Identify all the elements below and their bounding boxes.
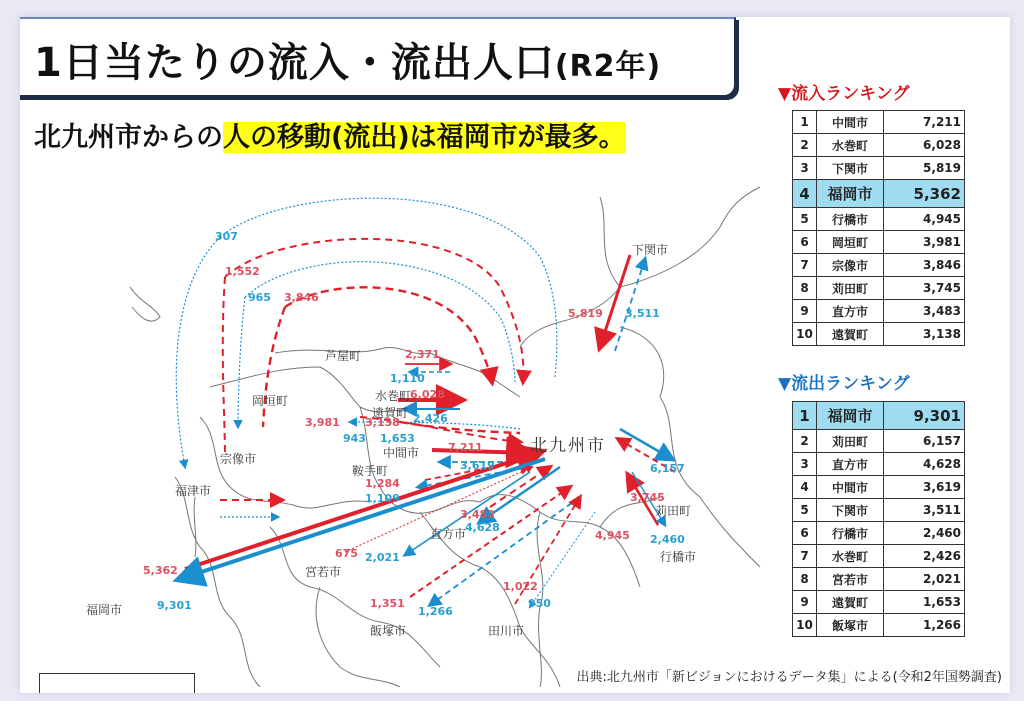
flow-out-shimonoseki: 3,511 bbox=[625, 307, 660, 320]
flow-out-307: 307 bbox=[215, 230, 238, 243]
name-cell: 水巻町 bbox=[817, 134, 884, 157]
subtitle bbox=[34, 115, 626, 154]
flow-in-okagaki: 3,981 bbox=[305, 416, 340, 429]
label-miyawaka: 宮若市 bbox=[305, 565, 342, 579]
name-cell: 中間市 bbox=[817, 111, 884, 134]
page-title bbox=[34, 31, 661, 88]
flow-in-nogata: 3,483 bbox=[460, 508, 495, 521]
value-cell: 3,511 bbox=[884, 499, 965, 522]
flow-out-miyawaka: 2,021 bbox=[365, 551, 400, 564]
rank-cell: 9 bbox=[793, 591, 817, 614]
table-row bbox=[793, 545, 965, 568]
flow-in-shimonoseki: 5,819 bbox=[568, 307, 603, 320]
flow-out-ashiya: 1,110 bbox=[390, 372, 425, 385]
label-shimonoseki: 下関市 bbox=[632, 243, 669, 257]
label-mizumaki: 水巻町 bbox=[375, 389, 412, 403]
rank-cell: 1 bbox=[793, 111, 817, 134]
table-row bbox=[793, 208, 965, 231]
flow-out-fukuoka: 9,301 bbox=[157, 599, 192, 612]
rank-cell: 10 bbox=[793, 614, 817, 637]
table-row bbox=[793, 300, 965, 323]
flow-in-iizuka: 1,351 bbox=[370, 597, 405, 610]
rank-cell: 8 bbox=[793, 277, 817, 300]
rank-cell: 8 bbox=[793, 568, 817, 591]
title-main: 1日当たりの流入・流出人口 bbox=[34, 40, 555, 86]
value-cell: 3,483 bbox=[884, 300, 965, 323]
subtitle-highlight: 人の移動(流出)は福岡市が最多。 bbox=[223, 122, 626, 153]
inflow-ranking-table bbox=[792, 110, 965, 346]
name-cell: 遠賀町 bbox=[817, 591, 884, 614]
label-fukutsu: 福津市 bbox=[175, 484, 212, 498]
name-cell: 下関市 bbox=[817, 157, 884, 180]
table-row bbox=[793, 522, 965, 545]
name-cell: 水巻町 bbox=[817, 545, 884, 568]
rank-cell: 5 bbox=[793, 208, 817, 231]
flow-out-onga: 1,653 bbox=[380, 432, 415, 445]
name-cell: 行橋市 bbox=[817, 208, 884, 231]
table-row bbox=[793, 430, 965, 453]
value-cell: 1,653 bbox=[884, 591, 965, 614]
name-cell: 直方市 bbox=[817, 453, 884, 476]
flow-out-iizuka: 1,266 bbox=[418, 605, 453, 618]
table-row bbox=[793, 614, 965, 637]
table-row bbox=[793, 254, 965, 277]
flow-in-kurate: 1,284 bbox=[365, 477, 400, 490]
name-cell: 飯塚市 bbox=[817, 614, 884, 637]
name-cell: 下関市 bbox=[817, 499, 884, 522]
outflow-ranking-table bbox=[792, 401, 965, 637]
rank-cell: 3 bbox=[793, 157, 817, 180]
label-kanda: 苅田町 bbox=[655, 504, 692, 518]
table-row bbox=[793, 134, 965, 157]
flow-in-onga: 3,138 bbox=[365, 416, 400, 429]
label-tagawa: 田川市 bbox=[488, 624, 525, 638]
table-row bbox=[793, 157, 965, 180]
flow-map bbox=[20, 167, 770, 687]
label-onga: 遠賀町 bbox=[372, 406, 409, 420]
source-citation: 出典:北九州市「新ビジョンにおけるデータ集」による(令和2年国勢調査) bbox=[576, 670, 1002, 685]
flow-in-tagawa: 1,022 bbox=[503, 580, 538, 593]
subtitle-plain: 北九州市からの bbox=[34, 122, 223, 153]
name-cell: 宗像市 bbox=[817, 254, 884, 277]
value-cell: 3,745 bbox=[884, 277, 965, 300]
flow-out-munakata: 965 bbox=[248, 291, 271, 304]
rank-cell: 7 bbox=[793, 545, 817, 568]
fukuoka-inset-box bbox=[39, 673, 195, 693]
table-row bbox=[793, 476, 965, 499]
label-iizuka: 飯塚市 bbox=[370, 624, 407, 638]
table-row bbox=[793, 568, 965, 591]
flow-in-nakama: 7,211 bbox=[448, 441, 483, 454]
label-ashiya: 芦屋町 bbox=[325, 349, 362, 363]
flow-out-mizumaki: 2,426 bbox=[413, 412, 448, 425]
rank-cell: 5 bbox=[793, 499, 817, 522]
name-cell: 中間市 bbox=[817, 476, 884, 499]
flow-in-ashiya: 2,371 bbox=[405, 348, 440, 361]
value-cell: 6,157 bbox=[884, 430, 965, 453]
flow-in-yukuhashi: 4,945 bbox=[595, 529, 630, 542]
flow-in-munakata: 3,846 bbox=[284, 291, 319, 304]
table-row bbox=[793, 231, 965, 254]
flow-out-kurate: 1,109 bbox=[365, 492, 400, 505]
name-cell: 行橋市 bbox=[817, 522, 884, 545]
rank-cell: 7 bbox=[793, 254, 817, 277]
name-cell: 苅田町 bbox=[817, 430, 884, 453]
outflow-ranking-title: ▼流出ランキング bbox=[778, 374, 910, 394]
value-cell: 3,846 bbox=[884, 254, 965, 277]
table-row bbox=[793, 111, 965, 134]
rank-cell: 9 bbox=[793, 300, 817, 323]
label-nogata: 直方市 bbox=[430, 527, 467, 541]
table-row-highlight bbox=[793, 180, 965, 208]
table-row bbox=[793, 499, 965, 522]
rank-cell: 2 bbox=[793, 134, 817, 157]
value-cell: 2,460 bbox=[884, 522, 965, 545]
table-row-highlight bbox=[793, 402, 965, 430]
value-cell: 5,362 bbox=[884, 180, 965, 208]
label-nakama: 中間市 bbox=[383, 446, 420, 460]
name-cell: 遠賀町 bbox=[817, 323, 884, 346]
flow-in-mizumaki: 6,028 bbox=[410, 388, 445, 401]
value-cell: 7,211 bbox=[884, 111, 965, 134]
flow-in-kanda: 3,745 bbox=[630, 491, 665, 504]
flow-out-nakama: 3,619 bbox=[460, 459, 495, 472]
flow-out-okagaki: 943 bbox=[343, 432, 366, 445]
name-cell: 直方市 bbox=[817, 300, 884, 323]
value-cell: 3,981 bbox=[884, 231, 965, 254]
table-row bbox=[793, 453, 965, 476]
flow-in-1552: 1,552 bbox=[225, 265, 260, 278]
value-cell: 6,028 bbox=[884, 134, 965, 157]
rank-cell: 6 bbox=[793, 231, 817, 254]
rank-cell: 10 bbox=[793, 323, 817, 346]
rank-cell: 1 bbox=[793, 402, 817, 430]
value-cell: 4,628 bbox=[884, 453, 965, 476]
name-cell: 宮若市 bbox=[817, 568, 884, 591]
label-kurate: 鞍手町 bbox=[352, 464, 389, 478]
value-cell: 2,021 bbox=[884, 568, 965, 591]
value-cell: 3,619 bbox=[884, 476, 965, 499]
title-box bbox=[20, 17, 736, 97]
table-row bbox=[793, 323, 965, 346]
flow-out-nogata: 4,628 bbox=[465, 521, 500, 534]
slide bbox=[20, 17, 1010, 693]
value-cell: 3,138 bbox=[884, 323, 965, 346]
label-kitakyushu: 北九州市 bbox=[530, 436, 606, 456]
name-cell: 福岡市 bbox=[817, 402, 884, 430]
table-row bbox=[793, 591, 965, 614]
value-cell: 4,945 bbox=[884, 208, 965, 231]
rank-cell: 4 bbox=[793, 180, 817, 208]
flow-out-yukuhashi: 2,460 bbox=[650, 533, 685, 546]
label-yukuhashi: 行橋市 bbox=[660, 550, 697, 564]
name-cell: 岡垣町 bbox=[817, 231, 884, 254]
rank-cell: 3 bbox=[793, 453, 817, 476]
name-cell: 福岡市 bbox=[817, 180, 884, 208]
rank-cell: 2 bbox=[793, 430, 817, 453]
label-munakata: 宗像市 bbox=[220, 452, 257, 466]
title-suffix: (R2年) bbox=[554, 49, 662, 84]
value-cell: 9,301 bbox=[884, 402, 965, 430]
inflow-ranking-title: ▼流入ランキング bbox=[778, 84, 910, 104]
flow-in-miyawaka: 675 bbox=[335, 547, 358, 560]
flow-in-fukuoka: 5,362 bbox=[143, 564, 178, 577]
rank-cell: 6 bbox=[793, 522, 817, 545]
table-row bbox=[793, 277, 965, 300]
label-fukuoka: 福岡市 bbox=[86, 603, 123, 617]
flow-out-kanda: 6,157 bbox=[650, 462, 685, 475]
name-cell: 苅田町 bbox=[817, 277, 884, 300]
rank-cell: 4 bbox=[793, 476, 817, 499]
flow-out-tagawa: 950 bbox=[528, 597, 551, 610]
value-cell: 2,426 bbox=[884, 545, 965, 568]
value-cell: 5,819 bbox=[884, 157, 965, 180]
value-cell: 1,266 bbox=[884, 614, 965, 637]
label-okagaki: 岡垣町 bbox=[252, 394, 289, 408]
